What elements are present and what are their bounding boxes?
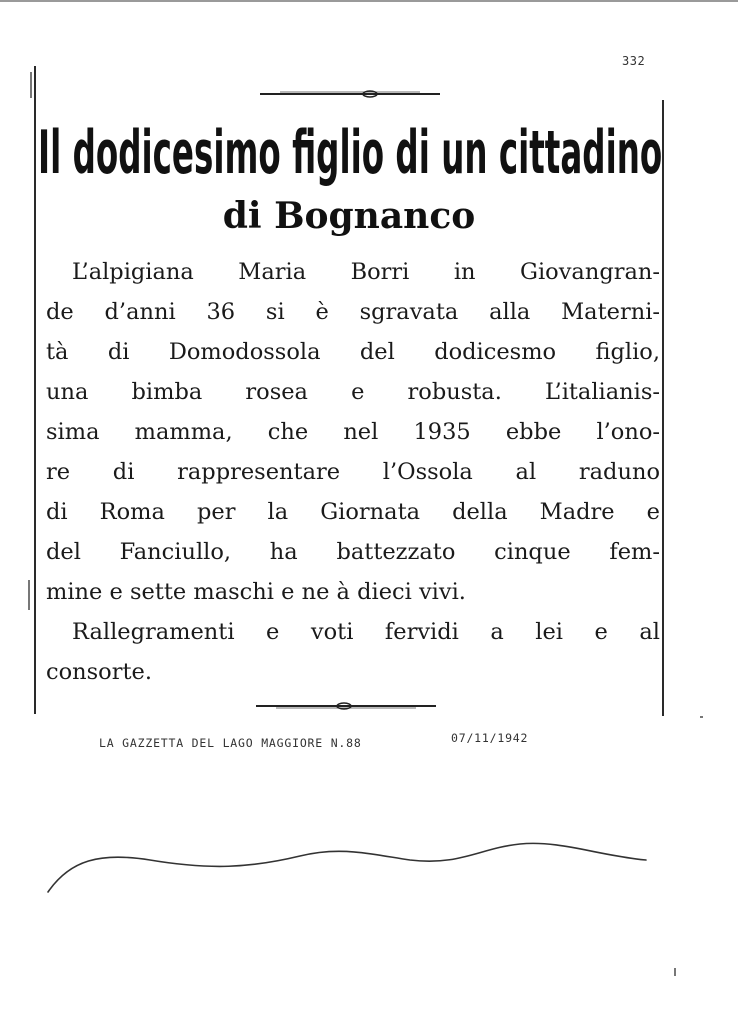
headline: Il dodicesimo figlio di un cittadino [38, 118, 663, 188]
headline-container [38, 120, 662, 186]
bottom-ornament-rule-icon [256, 700, 436, 712]
body-line: di Roma per la Giornata della Madre e [46, 499, 660, 525]
body-line: re di rappresentare l’Ossola al raduno [46, 459, 660, 485]
article-body [46, 252, 660, 692]
clipping-left-border [34, 66, 36, 714]
footer-date: 07/11/1942 [451, 731, 529, 745]
body-line: Rallegramenti e voti fervidi a lei e al [72, 619, 660, 645]
body-line: tà di Domodossola del dodicesmo figlio, [46, 339, 660, 365]
scan-speck [30, 72, 32, 98]
body-line: L’alpigiana Maria Borri in Giovangran- [72, 259, 660, 285]
newspaper-clipping [34, 66, 664, 716]
body-line: una bimba rosea e robusta. L’italianis- [46, 379, 660, 405]
body-line: del Fanciullo, ha battezzato cinque fem- [46, 539, 660, 565]
handwritten-squiggle-icon [40, 830, 660, 900]
scan-speck [28, 580, 30, 610]
body-line: consorte. [46, 659, 152, 685]
scan-speck [700, 716, 703, 718]
body-line: mine e sette maschi e ne à dieci vivi. [46, 579, 466, 605]
body-line: sima mamma, che nel 1935 ebbe l’ono- [46, 419, 660, 445]
scan-speck [674, 968, 676, 976]
page-number: 332 [622, 54, 646, 68]
footer-source: LA GAZZETTA DEL LAGO MAGGIORE N.88 [99, 736, 362, 750]
body-line: de d’anni 36 si è sgravata alla Materni- [46, 299, 660, 325]
top-rule [0, 0, 738, 2]
subheadline: di Bognanco [222, 195, 476, 237]
top-ornament-rule-icon [260, 88, 440, 100]
clipping-right-border [662, 100, 664, 716]
